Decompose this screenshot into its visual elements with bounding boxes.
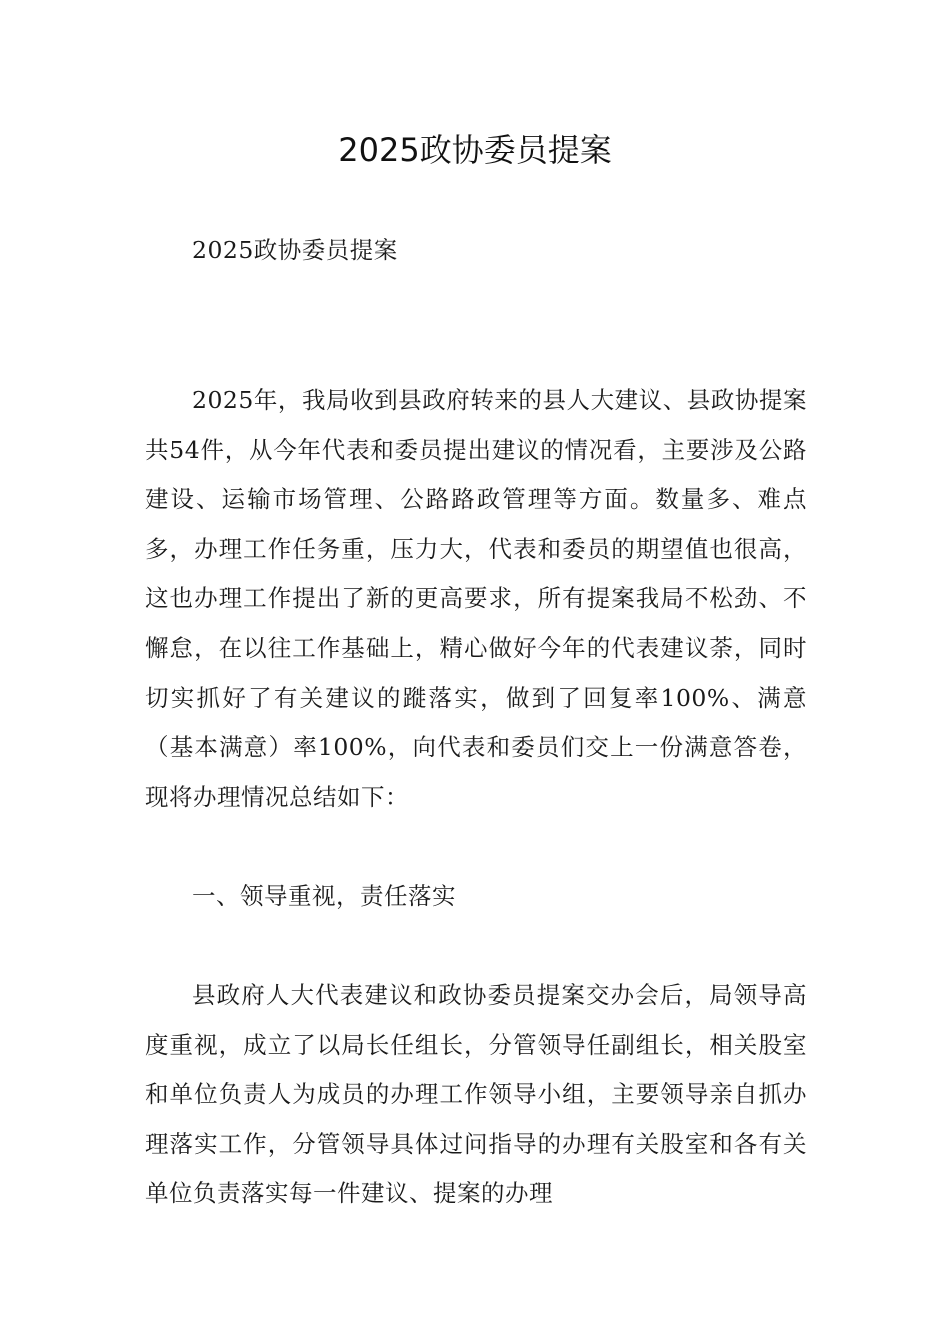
document-subtitle: 2025政协委员提案: [192, 236, 398, 264]
section-heading-1: 一、领导重视，责任落实: [192, 882, 456, 910]
paragraph-section-1: 县政府人大代表建议和政协委员提案交办会后，局领导高度重视，成立了以局长任组长，分管领导任副组长，相关股室和单位负责人为成员的办理工作领导小组，主要领导亲自抓办理落实工作，分管领导具体过问指导的办理有关股室和各有关单位负责落实每一件建议、提案的办理: [145, 981, 807, 1208]
document-title: 2025政协委员提案: [338, 131, 612, 169]
paragraph-intro: 2025年，我局收到县政府转来的县人大建议、县政协提案共54件，从今年代表和委员提出建议的情况看，主要涉及公路建设、运输市场管理、公路路政管理等方面。数量多、难点多，办理工作任务重，压力大，代表和委员的期望值也很高，这也办理工作提出了新的更高要求，所有提案我局不松劲、不懈怠，在以往工作基础上，精心做好今年的代表建议荼，同时切实抓好了有关建议的蹝落实，做到了回复率100%、满意（基本满意）率100%，向代表和委员们交上一份满意答卷，现将办理情况总结如下：: [145, 386, 807, 811]
